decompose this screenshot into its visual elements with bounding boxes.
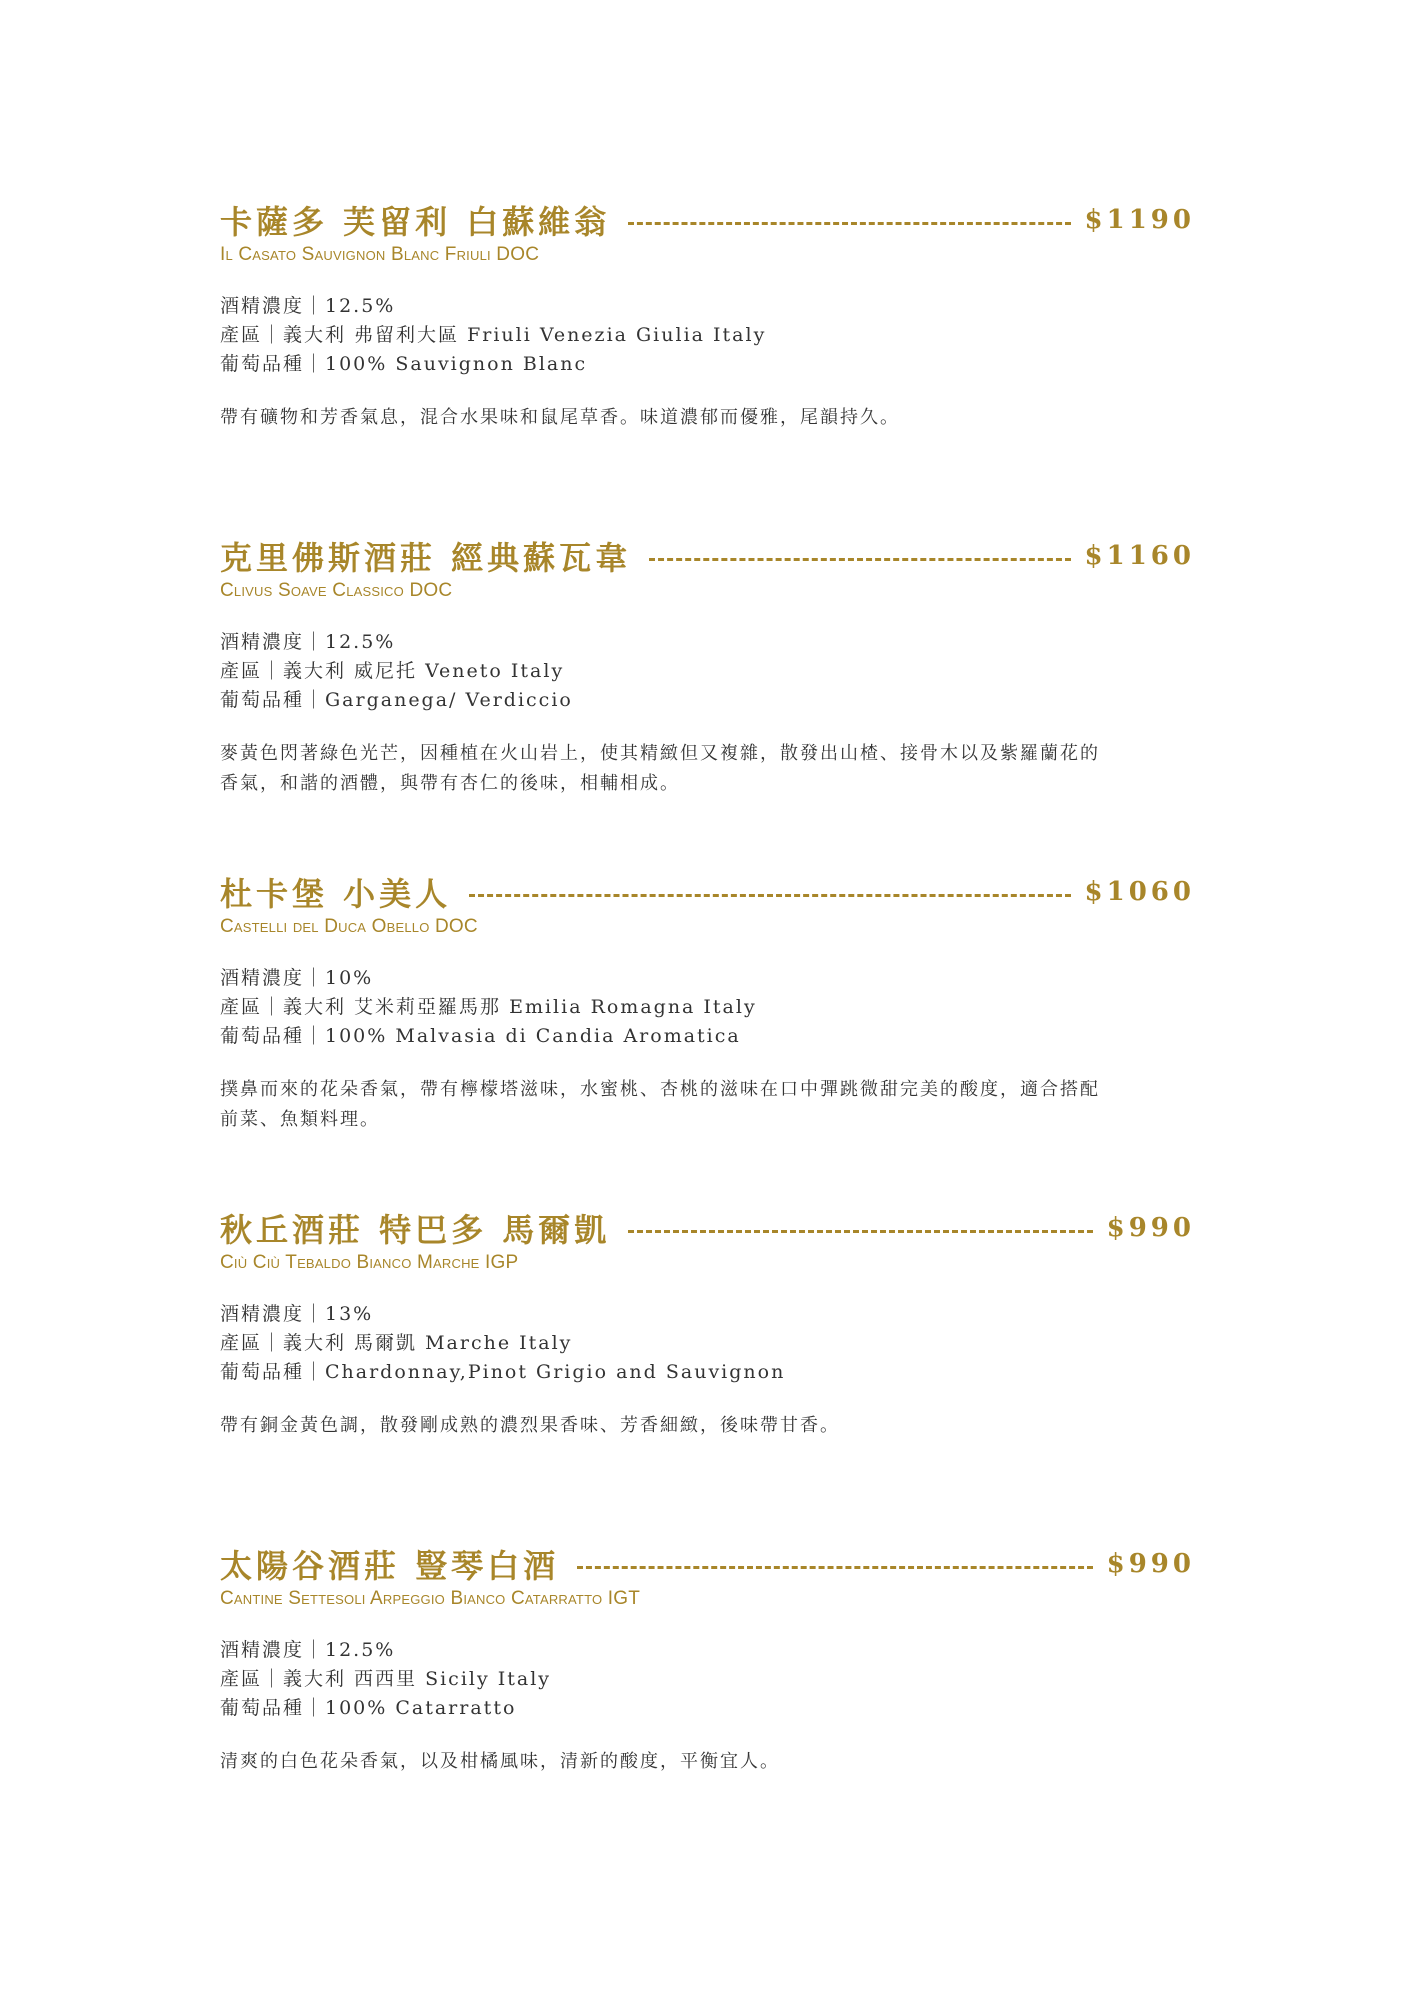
spec-grape: 葡萄品種｜100% Catarratto bbox=[220, 1697, 517, 1719]
wine-price: $1160 bbox=[1084, 541, 1195, 571]
spec-grape: 葡萄品種｜100% Malvasia di Candia Aromatica bbox=[220, 1025, 741, 1047]
wine-item bbox=[220, 1540, 1195, 1876]
spec-grape: 葡萄品種｜100% Sauvignon Blanc bbox=[220, 353, 588, 375]
wine-description: 麥黃色閃著綠色光芒，因種植在火山岩上，使其精緻但又複雜，散發出山楂、接骨木以及紫羅蘭花的香氣，和諧的酒體，與帶有杏仁的後味，相輔相成。 bbox=[220, 743, 1100, 794]
spec-alcohol: 酒精濃度｜13% bbox=[220, 1303, 374, 1325]
wine-specs bbox=[220, 1300, 1195, 1387]
spec-region: 產區｜義大利 西西里 Sicily Italy bbox=[220, 1668, 552, 1690]
wine-item bbox=[220, 1204, 1195, 1540]
spec-alcohol: 酒精濃度｜12.5% bbox=[220, 631, 396, 653]
wine-title-row bbox=[220, 1540, 1195, 1588]
spec-alcohol: 酒精濃度｜10% bbox=[220, 967, 374, 989]
wine-name: 杜卡堡 小美人 bbox=[220, 875, 452, 913]
wine-specs bbox=[220, 292, 1195, 379]
wine-title-row bbox=[220, 868, 1195, 916]
dotted-leader bbox=[649, 558, 1070, 561]
wine-description: 帶有銅金黃色調，散發剛成熟的濃烈果香味、芳香細緻，後味帶甘香。 bbox=[220, 1415, 840, 1436]
wine-price: $990 bbox=[1106, 1213, 1195, 1243]
wine-item bbox=[220, 868, 1195, 1204]
wine-menu bbox=[220, 196, 1195, 1876]
spec-grape: 葡萄品種｜Chardonnay,Pinot Grigio and Sauvignon bbox=[220, 1361, 786, 1383]
wine-description: 撲鼻而來的花朵香氣，帶有檸檬塔滋味，水蜜桃、杏桃的滋味在口中彈跳微甜完美的酸度，適合搭配前菜、魚類料理。 bbox=[220, 1079, 1100, 1130]
dotted-leader bbox=[469, 894, 1070, 897]
wine-subtitle: Clivus Soave Classico DOC bbox=[220, 580, 453, 601]
spec-region: 產區｜義大利 馬爾凱 Marche Italy bbox=[220, 1332, 573, 1354]
spec-region: 產區｜義大利 艾米莉亞羅馬那 Emilia Romagna Italy bbox=[220, 996, 757, 1018]
wine-price: $990 bbox=[1106, 1549, 1195, 1579]
wine-subtitle: Castelli del Duca Obello DOC bbox=[220, 916, 478, 937]
dotted-leader bbox=[577, 1566, 1092, 1569]
wine-name: 秋丘酒莊 特巴多 馬爾凱 bbox=[220, 1211, 611, 1249]
spec-grape: 葡萄品種｜Garganega/ Verdiccio bbox=[220, 689, 573, 711]
wine-subtitle: Ciù Ciù Tebaldo Bianco Marche IGP bbox=[220, 1252, 519, 1273]
dotted-leader bbox=[628, 222, 1070, 225]
wine-specs bbox=[220, 964, 1195, 1051]
wine-title-row bbox=[220, 1204, 1195, 1252]
wine-price: $1060 bbox=[1084, 877, 1195, 907]
wine-name: 克里佛斯酒莊 經典蘇瓦韋 bbox=[220, 539, 632, 577]
dotted-leader bbox=[628, 1230, 1092, 1233]
wine-title-row bbox=[220, 196, 1195, 244]
wine-item bbox=[220, 532, 1195, 868]
wine-description: 帶有礦物和芳香氣息，混合水果味和鼠尾草香。味道濃郁而優雅，尾韻持久。 bbox=[220, 407, 900, 428]
wine-specs bbox=[220, 1636, 1195, 1723]
wine-title-row bbox=[220, 532, 1195, 580]
wine-specs bbox=[220, 628, 1195, 715]
wine-subtitle: Cantine Settesoli Arpeggio Bianco Catarratto IGT bbox=[220, 1588, 641, 1609]
wine-name: 太陽谷酒莊 豎琴白酒 bbox=[220, 1547, 560, 1585]
wine-item bbox=[220, 196, 1195, 532]
wine-price: $1190 bbox=[1084, 205, 1195, 235]
spec-region: 產區｜義大利 威尼托 Veneto Italy bbox=[220, 660, 565, 682]
wine-name: 卡薩多 芙留利 白蘇維翁 bbox=[220, 203, 611, 241]
spec-region: 產區｜義大利 弗留利大區 Friuli Venezia Giulia Italy bbox=[220, 324, 767, 346]
spec-alcohol: 酒精濃度｜12.5% bbox=[220, 1639, 396, 1661]
spec-alcohol: 酒精濃度｜12.5% bbox=[220, 295, 396, 317]
wine-description: 清爽的白色花朵香氣，以及柑橘風味，清新的酸度，平衡宜人。 bbox=[220, 1751, 780, 1772]
wine-subtitle: Il Casato Sauvignon Blanc Friuli DOC bbox=[220, 244, 540, 265]
